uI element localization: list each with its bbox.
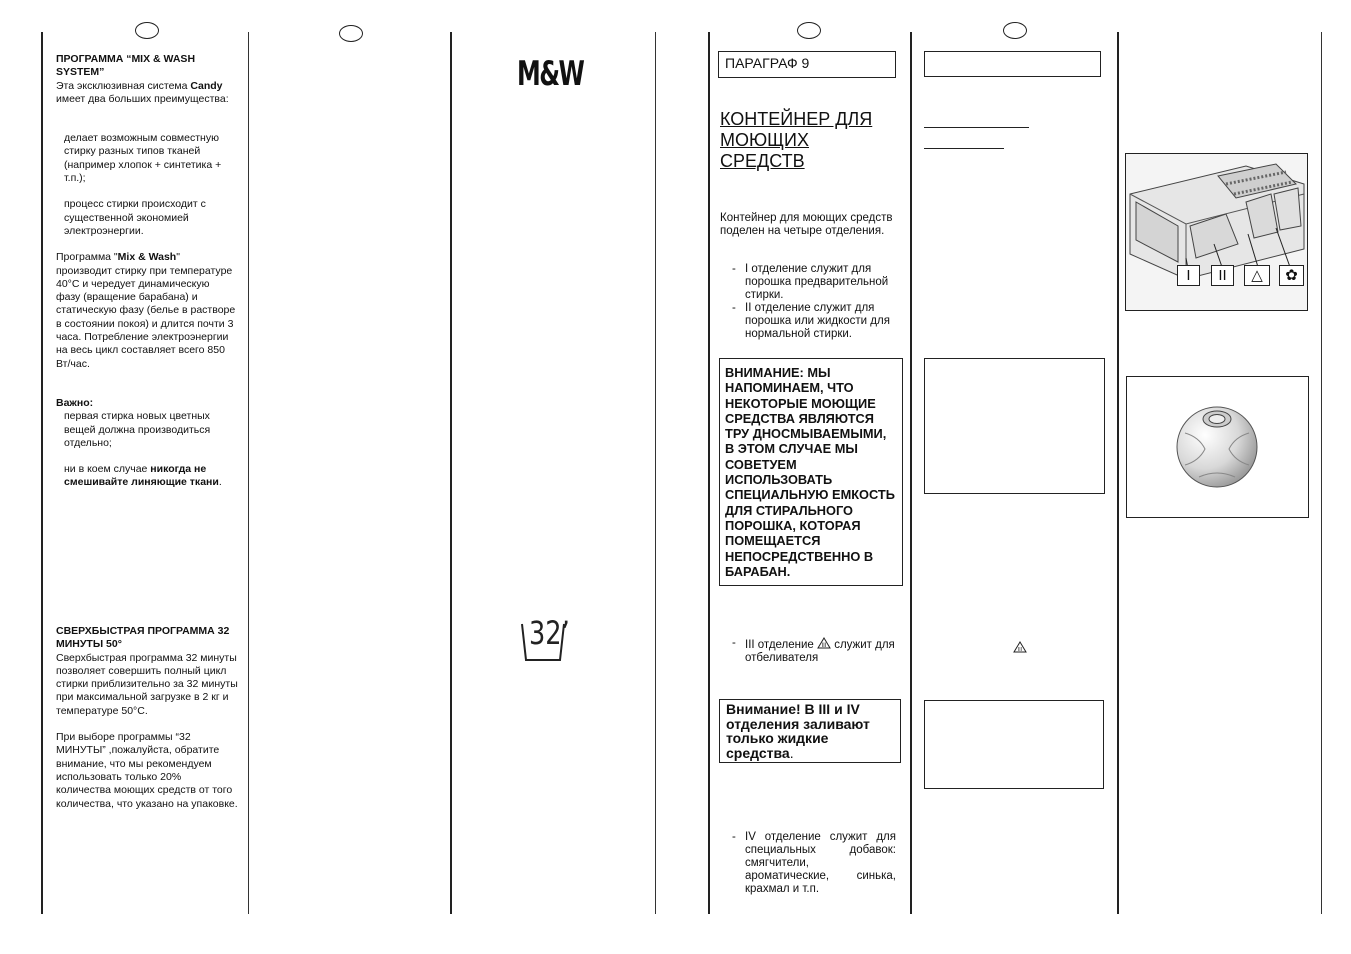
notice-box [719, 699, 901, 763]
drawer-label-ii: II [1211, 265, 1234, 286]
mix-wash-title: ПРОГРАММА “MIX & WASH SYSTEM” [56, 53, 196, 79]
drawer-drawing [1126, 154, 1307, 310]
empty-warning-box [924, 358, 1105, 494]
notice-text: . [789, 744, 794, 761]
express-section [56, 625, 238, 811]
important-text: ни в коем случае [64, 463, 151, 476]
column-rule [708, 32, 710, 914]
paragraph-label: ПАРАГРАФ 9 [725, 55, 810, 71]
column-rule [1117, 32, 1119, 914]
express-paragraph: При выборе программы “32 МИНУТЫ” ,пожалуйста, обратите внимание, что мы рекомендуем использовать только 20% количества моющих средств от того количества, что указано на упаковке. [56, 731, 238, 810]
benefit-item: процесс стирки происходит с существенной экономией электроэнергии. [64, 198, 206, 237]
detergent-ball-illustration [1126, 376, 1309, 518]
svg-text:III: III [821, 643, 827, 649]
compartment-number: IV [745, 831, 756, 843]
brand-name: Candy [190, 79, 223, 92]
bleach-triangle-icon [1013, 641, 1027, 653]
express-paragraph: Сверхбыстрая программа 32 минуты позволяет совершить полный цикл стирки приблизительно за 32 минуты при максимальной загрузке в 2 кг и температуре 50°С. [56, 651, 238, 717]
drawer-label-flower: ✿ [1279, 265, 1304, 286]
mix-wash-description [56, 251, 236, 371]
important-label: Важно: [56, 396, 94, 409]
empty-notice-box [924, 700, 1104, 789]
mix-wash-section [56, 53, 236, 490]
column-rule [248, 32, 249, 914]
svg-text:III: III [1017, 647, 1023, 653]
section-title: КОНТЕЙНЕР ДЛЯ МОЮЩИХ СРЕДСТВ [720, 109, 873, 171]
column-rule [41, 32, 43, 914]
warning-box: ВНИМАНИЕ: МЫ НАПОМИНАЕМ, ЧТО НЕКОТОРЫЕ МОЮЩИЕ СРЕДСТВА ЯВЛЯЮТСЯ ТРУ ДНОСМЫВАЕМЫМИ, В ЭТОМ СЛУЧАЕ МЫ СОВЕТУЕМ ИСПОЛЬЗОВАТЬ СПЕЦИАЛЬНУЮ ЕМКОСТЬ ДЛЯ СТИРАЛЬНОГО ПОРОШКА, КОТОРАЯ ПОМЕЩАЕТСЯ НЕПОСРЕДСТВЕННО В БАРАБАН. [719, 358, 903, 586]
detergent-drawer-illustration [1125, 153, 1308, 311]
important-emphasis: никогда не смешивайте линяющие ткани [64, 463, 219, 489]
desc-text: Программа " [56, 251, 118, 264]
drawer-label-triangle: △ [1244, 265, 1270, 286]
column-rule [655, 32, 656, 914]
compartment-item [720, 263, 900, 302]
column-rule [450, 32, 452, 914]
compartment-text: служит для отбеливателя [745, 639, 895, 664]
empty-label-box [924, 51, 1101, 77]
compartment-text: отделение служит для порошка предварительной стирки. [745, 263, 889, 301]
compartment-item [720, 831, 896, 896]
important-item [56, 463, 236, 490]
program-name: Mix & Wash [117, 251, 177, 264]
container-intro: Контейнер для моющих средств поделен на четыре отделения. [720, 212, 893, 237]
compartment-number: II [745, 302, 752, 314]
compartment-list [720, 263, 900, 341]
column-rule [1321, 32, 1322, 914]
language-marker [339, 25, 363, 42]
paragraph-box [718, 51, 896, 78]
express-32-label: 32’ [529, 614, 570, 652]
compartment-number: III [745, 639, 755, 651]
blank-rule [924, 127, 1029, 128]
compartment-text: отделение [754, 639, 818, 651]
intro-text: Эта эксклюзивная система [56, 79, 191, 92]
important-item: первая стирка новых цветных вещей должна производиться отдельно; [64, 410, 211, 449]
compartment-list [720, 637, 900, 665]
intro-text: имеет два больших преимущества: [56, 92, 229, 105]
mix-wash-intro [56, 80, 236, 107]
language-marker [135, 22, 159, 39]
bleach-triangle-icon [817, 637, 831, 649]
column-rule [910, 32, 912, 914]
compartment-item [720, 637, 900, 665]
express-32-icon [520, 614, 580, 666]
compartment-text: отделение служит для порошка или жидкости для нормальной стирки. [745, 302, 890, 340]
language-marker [1003, 22, 1027, 39]
notice-text: Внимание! В III и IV отделения заливают только жидкие средства [726, 701, 870, 761]
blank-rule [924, 148, 1004, 149]
dosing-ball-icon [1127, 377, 1308, 517]
compartment-list [720, 831, 896, 896]
language-marker [797, 22, 821, 39]
express-title: СВЕРХБЫСТРАЯ ПРОГРАММА 32 МИНУТЫ 50° [56, 625, 230, 651]
compartment-text: отделение служит для специальных добавок: смягчители, ароматические, синька, крахмал и т.п. [745, 831, 896, 895]
compartment-item [720, 302, 900, 341]
mix-wash-symbol: M&W [517, 54, 584, 94]
benefit-item: делает возможным совместную стирку разных типов тканей (например хлопок + синтетика + т.п.); [64, 132, 222, 185]
compartment-number: I [745, 263, 749, 275]
drawer-label-i: I [1177, 265, 1200, 286]
important-text: . [218, 476, 222, 489]
desc-text: " производит стирку при температуре 40°С и чередует динамическую фазу (вращение барабана) и статическую фазу (белье в растворе в состоянии покоя) и длится почти 3 часа. Потребление электроэнергии на весь цикл составляет всего 850 Вт/час. [56, 251, 236, 370]
